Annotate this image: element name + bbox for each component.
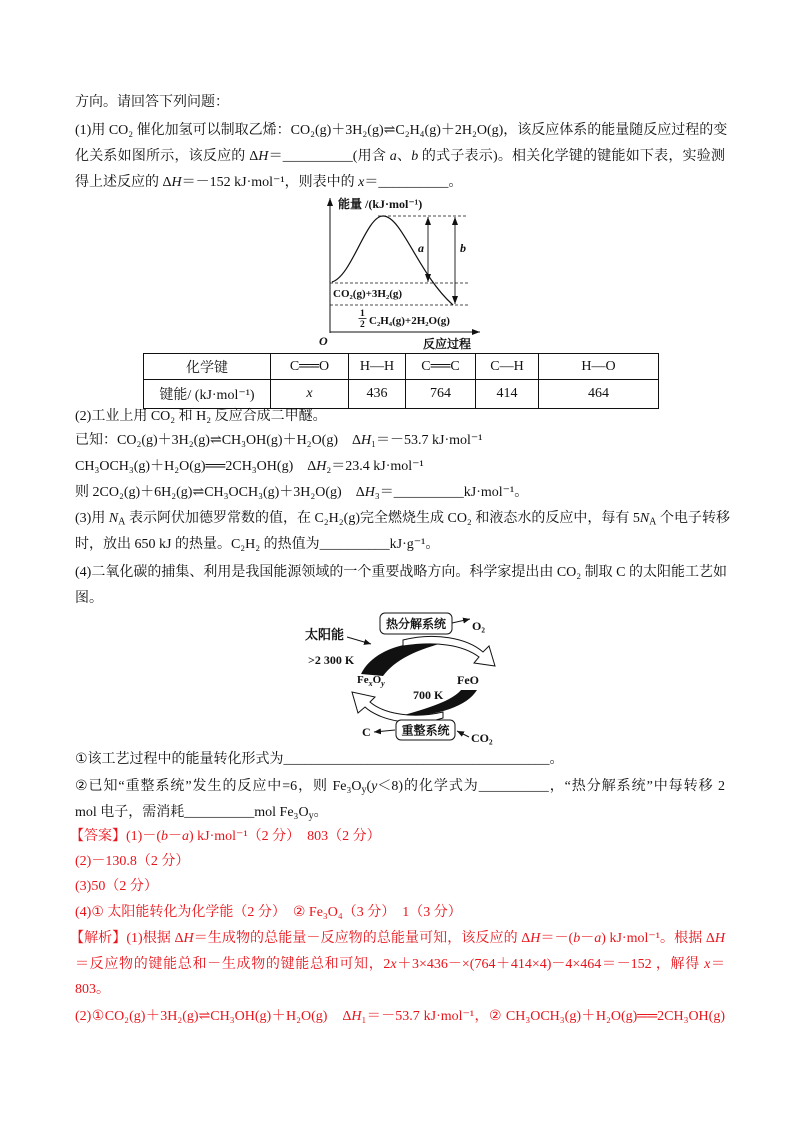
y-axis-label: 能量 /(kJ·mol⁻¹) <box>338 197 423 211</box>
table-cell: 键能/ (kJ·mol⁻¹) <box>144 380 271 409</box>
text-run: 已知：CO₂(g)＋3H₂(g)⇌CH₃OH(g)＋H₂O(g) Δ <box>75 433 362 448</box>
o2-output-arrow <box>452 619 470 623</box>
text-run: a <box>182 829 189 844</box>
answer-line <box>70 827 381 847</box>
fexoy-part: Fe <box>357 674 369 686</box>
text-run: ＝__________(用含 <box>268 149 390 164</box>
text-run: ( <box>366 779 372 794</box>
products-label: C₂H₄(g)+2H₂O(g) <box>369 315 450 327</box>
text-run: ＝反应物的键能总和－生成物的键能总和可知，2 <box>75 957 391 972</box>
text-run: y <box>371 779 378 794</box>
table-cell: 764 <box>406 380 476 409</box>
text-run: ＝－152 kJ·mol⁻¹，则表中的 <box>181 175 359 190</box>
text-line <box>75 750 564 770</box>
text-run: H <box>171 175 182 190</box>
table-cell: C—H <box>476 354 539 380</box>
b-label: b <box>460 241 466 255</box>
text-run: ₃＝__________kJ·mol⁻¹。 <box>374 485 529 500</box>
a-label: a <box>418 241 424 255</box>
text-run: 图。 <box>75 591 103 606</box>
text-run: b <box>161 829 168 844</box>
text-run: (2)工业上用 CO₂ 和 H₂ 反应合成二甲醚。 <box>75 409 327 424</box>
low-temperature-label: 700 K <box>413 688 444 702</box>
text-line <box>75 431 483 451</box>
analysis-line <box>75 1007 725 1027</box>
text-line <box>75 93 229 113</box>
text-line <box>75 563 725 583</box>
text-run: － <box>168 829 182 844</box>
table-cell: H—O <box>539 354 659 380</box>
text-run: H <box>258 149 269 164</box>
text-run: a <box>594 931 602 946</box>
text-run: CH₃OCH₃(g)＋H₂O(g)══2CH₃OH(g) Δ <box>75 459 317 474</box>
text-run: H <box>361 433 372 448</box>
text-run: (4)① 太阳能转化为化学能（2 分） ② Fe₃O₄（3 分） 1（3 分） <box>75 905 462 920</box>
high-temperature-label: >2 300 K <box>308 653 355 667</box>
text-run: (3)用 <box>75 511 109 526</box>
text-run: mol 电子，需消耗__________mol Fe₃O <box>75 805 309 820</box>
upper-heating-crescent <box>361 641 450 676</box>
table-cell: x <box>271 380 349 409</box>
reactants-label: CO₂(g)+3H₂(g) <box>333 288 403 300</box>
text-run: A <box>649 516 657 528</box>
text-line <box>75 483 528 503</box>
text-run: 803。 <box>75 982 110 997</box>
analysis-line <box>75 955 725 975</box>
text-run: 时，放出 650 kJ 的热量。C₂H₂ 的热值为__________kJ·g⁻¹。 <box>75 537 440 552</box>
text-run: ＜8)的化学式为__________，“热分解系统”中每转移 2 <box>377 779 725 794</box>
answer-line <box>75 852 189 872</box>
text-run: ) kJ·mol⁻¹。根据 Δ <box>601 931 715 946</box>
solar-energy-label: 太阳能 <box>305 627 345 642</box>
fexoy-label <box>357 674 385 688</box>
table-cell: 化学键 <box>144 354 271 380</box>
text-run: N <box>108 511 119 526</box>
co2-input-arrow <box>457 731 469 737</box>
solar-process-diagram <box>295 606 510 746</box>
text-run: 【答案】(1)－( <box>70 829 161 844</box>
text-run: ②已知“重整系统”发生的反应中=6，则 Fe₃O <box>75 779 362 794</box>
text-run: H <box>351 1009 362 1024</box>
text-run: y <box>308 810 314 822</box>
text-run: H <box>714 931 725 946</box>
text-run: (2)－130.8（2 分） <box>75 854 190 869</box>
table-cell: 464 <box>539 380 659 409</box>
text-run: H <box>316 459 327 474</box>
text-line <box>75 535 439 555</box>
text-run: 得上述反应的 Δ <box>75 175 172 190</box>
text-run: x <box>358 175 365 190</box>
text-run: (4)二氧化碳的捕集、利用是我国能源领域的一个重要战略方向。科学家提出由 CO₂ 制取 C 的太阳能工艺如 <box>75 565 727 580</box>
text-run: 个电子转移 <box>656 511 730 526</box>
text-run: ₁＝－53.7 kJ·mol⁻¹ <box>371 433 483 448</box>
feo-label: FeO <box>457 673 479 687</box>
text-run: H <box>364 485 375 500</box>
carbon-output-arrow <box>374 730 395 732</box>
text-run: 表示阿伏加德罗常数的值，在 C₂H₂(g)完全燃烧生成 CO₂ 和液态水的反应中，每有 5 <box>125 511 640 526</box>
text-run: 的式子表示)。相关化学键的键能如下表，实验测 <box>418 149 725 164</box>
answer-line <box>75 877 158 897</box>
text-line <box>75 777 725 797</box>
text-run: b <box>573 931 581 946</box>
solar-input-arrow <box>347 637 371 644</box>
text-run: A <box>118 516 126 528</box>
o2-label: O₂ <box>472 619 485 633</box>
text-run: ＋3×436－×(764＋414×4)－4×464＝－152 ，解得 <box>396 957 705 972</box>
fexoy-subscript: y <box>381 679 385 688</box>
text-run: N <box>639 511 650 526</box>
table-cell: H—H <box>349 354 406 380</box>
fraction-denominator: 2 <box>360 320 365 330</box>
text-run: ＝ <box>710 957 726 972</box>
text-line <box>75 147 725 167</box>
fexoy-subscript: x <box>368 679 373 688</box>
text-line <box>75 407 327 427</box>
fraction-numerator: 1 <box>360 309 365 319</box>
text-run: ①该工艺过程中的能量转化形式为______________________________________。 <box>75 752 564 767</box>
table-cell: C══O <box>271 354 349 380</box>
fexoy-part: O <box>372 674 382 686</box>
text-run: ＝__________。 <box>364 175 463 190</box>
text-run: b <box>411 149 419 164</box>
text-run: 方向。请回答下列问题： <box>75 95 229 110</box>
table-cell: C══C <box>406 354 476 380</box>
text-run: (1)用 CO₂ 催化加氢可以制取乙烯：CO₂(g)＋3H₂(g)⇌C₂H₄(g)＋2H₂O(g)，该反应体系的能量随反应过程的变 <box>75 123 728 138</box>
origin-label: O <box>319 334 328 348</box>
text-line <box>75 121 728 141</box>
text-run: x <box>704 957 711 972</box>
text-run: ₁＝－53.7 kJ·mol⁻¹，② CH₃OCH₃(g)＋H₂O(g)══2CH₃OH(g) <box>361 1009 725 1024</box>
text-run: 【解析】(1)根据 Δ <box>70 931 184 946</box>
text-run: ＝－( <box>540 931 574 946</box>
table-header-row <box>144 354 659 380</box>
co2-label: CO₂ <box>471 731 493 745</box>
analysis-line <box>75 980 110 1000</box>
text-run: ₂＝23.4 kJ·mol⁻¹ <box>326 459 424 474</box>
analysis-line <box>70 929 725 949</box>
table-cell: 436 <box>349 380 406 409</box>
text-run: 则 2CO₂(g)＋6H₂(g)⇌CH₃OCH₃(g)＋3H₂O(g) Δ <box>75 485 365 500</box>
text-run: a <box>389 149 397 164</box>
text-run: H <box>183 931 194 946</box>
reforming-system-label: 重整系统 <box>401 723 450 738</box>
text-line <box>75 457 424 477</box>
text-run: (3)50（2 分） <box>75 879 158 894</box>
energy-profile-diagram <box>300 190 490 353</box>
text-run: ) kJ·mol⁻¹（2 分） 803（2 分） <box>189 829 381 844</box>
table-row <box>144 380 659 409</box>
thermal-decomposition-label: 热分解系统 <box>385 617 447 631</box>
text-run: H <box>530 931 541 946</box>
carbon-label: C <box>362 725 371 739</box>
text-line <box>75 803 328 823</box>
answer-line <box>75 903 462 923</box>
text-run: － <box>580 931 595 946</box>
text-run: 、 <box>396 149 412 164</box>
text-run: 化关系如图所示，该反应的 Δ <box>75 149 259 164</box>
text-run: (2)①CO₂(g)＋3H₂(g)⇌CH₃OH(g)＋H₂O(g) Δ <box>75 1009 352 1024</box>
text-run: 。 <box>313 805 328 820</box>
x-axis-label: 反应过程 <box>423 337 472 351</box>
text-line <box>75 509 730 529</box>
text-run: ＝生成物的总能量－反应物的总能量可知，该反应的 Δ <box>193 931 531 946</box>
table-cell: 414 <box>476 380 539 409</box>
bond-energy-table <box>143 353 659 409</box>
text-run: y <box>361 784 367 796</box>
text-line <box>75 589 103 609</box>
text-run: x <box>390 957 397 972</box>
